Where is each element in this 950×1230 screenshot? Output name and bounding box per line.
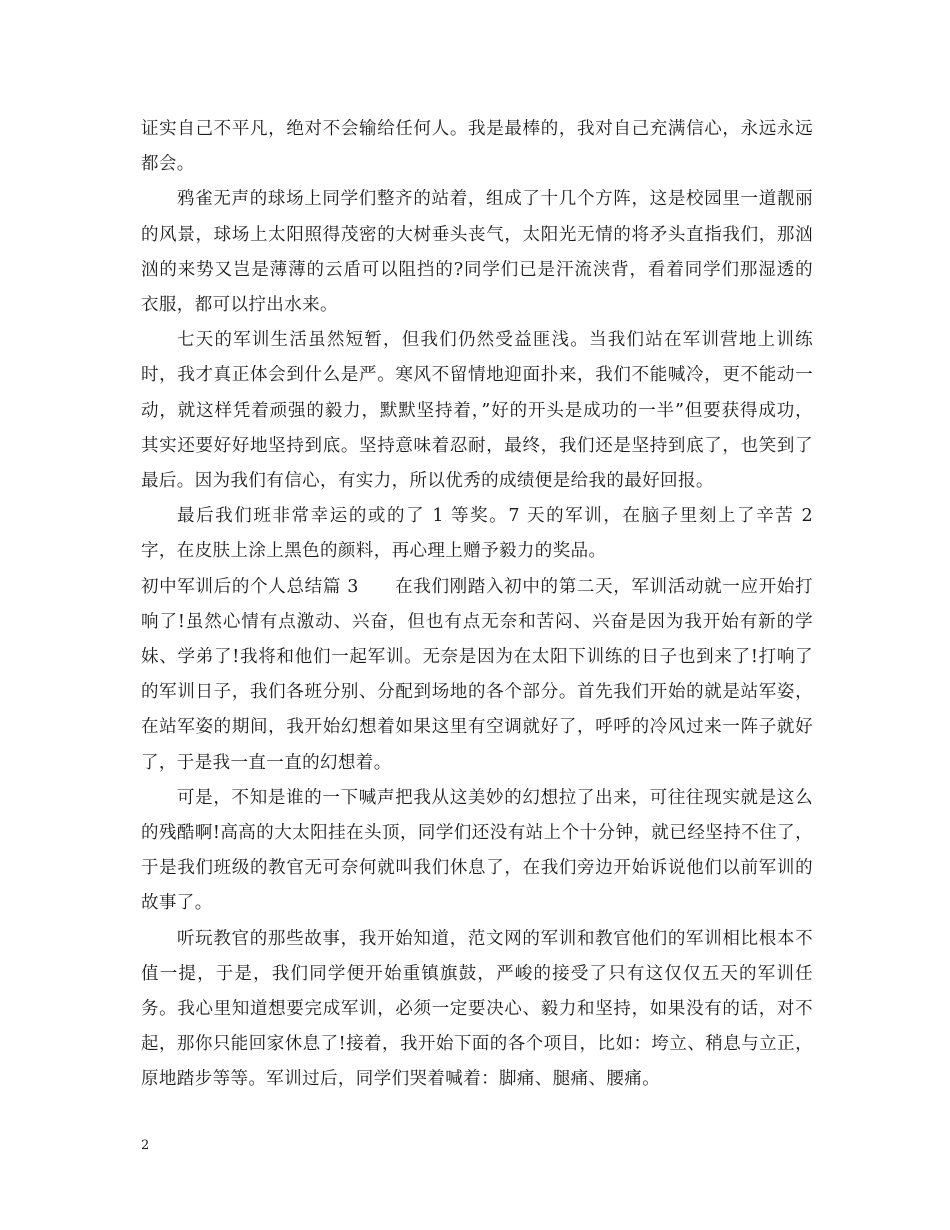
page-number: 2 [141, 1138, 150, 1153]
body-text [141, 112, 813, 1098]
paragraph-playground: 鸦雀无声的球场上同学们整齐的站着，组成了十几个方阵，这是校园里一道靓丽的风景，球场上太阳照得茂密的大树垂头丧气，太阳光无情的将矛头直指我们，那汹汹的来势又岂是薄薄的云盾可以阻挡的?同学们已是汗流浃背，看着同学们那湿透的衣服，都可以拧出水来。 [141, 189, 813, 316]
section-first-paragraph: 在我们刚踏入初中的第二天，军训活动就一应开始打响了!虽然心情有点激动、兴奋，但也有点无奈和苦闷、兴奋是因为我开始有新的学妹、学弟了!我将和他们一起军训。无奈是因为在太阳下训练的日子也到来了!打响了的军训日子，我们各班分别、分配到场地的各个部分。首先我们开始的就是站军姿，在站军姿的期间，我开始幻想着如果这里有空调就好了，呼呼的冷风过来一阵子就好了，于是我一直一直的幻想着。 [141, 576, 813, 773]
section-opening-paragraph [141, 570, 813, 781]
paragraph-stories: 听玩教官的那些故事，我开始知道，范文网的军训和教官他们的军训相比根本不值一提，于是，我们同学便开始重镇旗鼓，严峻的接受了只有这仅仅五天的军训任务。我心里知道想要完成军训，必须一定要决心、毅力和坚持，如果没有的话，对不起，那你只能回家休息了!接着，我开始下面的各个项目，比如：垮立、稍息与立正，原地踏步等等。军训过后，同学们哭着喊着：脚痛、腿痛、腰痛。 [141, 928, 813, 1090]
paragraph-award: 最后我们班非常幸运的或的了 1 等奖。7 天的军训，在脑子里刻上了辛苦 2 字，在皮肤上涂上黑色的颜料，再心理上赠予毅力的奖品。 [141, 506, 813, 562]
section-heading: 初中军训后的个人总结篇 3 [141, 576, 359, 597]
paragraph-seven-days: 七天的军训生活虽然短暂，但我们仍然受益匪浅。当我们站在军训营地上训练时，我才真正体会到什么是严。寒风不留情地迎面扑来，我们不能喊冷，更不能动一动，就这样凭着顽强的毅力，默默坚持着，”好的开头是成功的一半”但要获得成功，其实还要好好地坚持到底。坚持意味着忍耐，最终，我们还是坚持到底了，也笑到了最后。因为我们有信心，有实力，所以优秀的成绩便是给我的最好回报。 [141, 330, 813, 492]
paragraph-shout: 可是，不知是谁的一下喊声把我从这美妙的幻想拉了出来，可往往现实就是这么的残酷啊!高高的大太阳挂在头顶，同学们还没有站上个十分钟，就已经坚持不住了，于是我们班级的教官无可奈何就叫我们休息了，在我们旁边开始诉说他们以前军训的故事了。 [141, 787, 813, 914]
paragraph-continued: 证实自己不平凡，绝对不会输给任何人。我是最棒的，我对自己充满信心，永远永远都会。 [141, 119, 813, 175]
